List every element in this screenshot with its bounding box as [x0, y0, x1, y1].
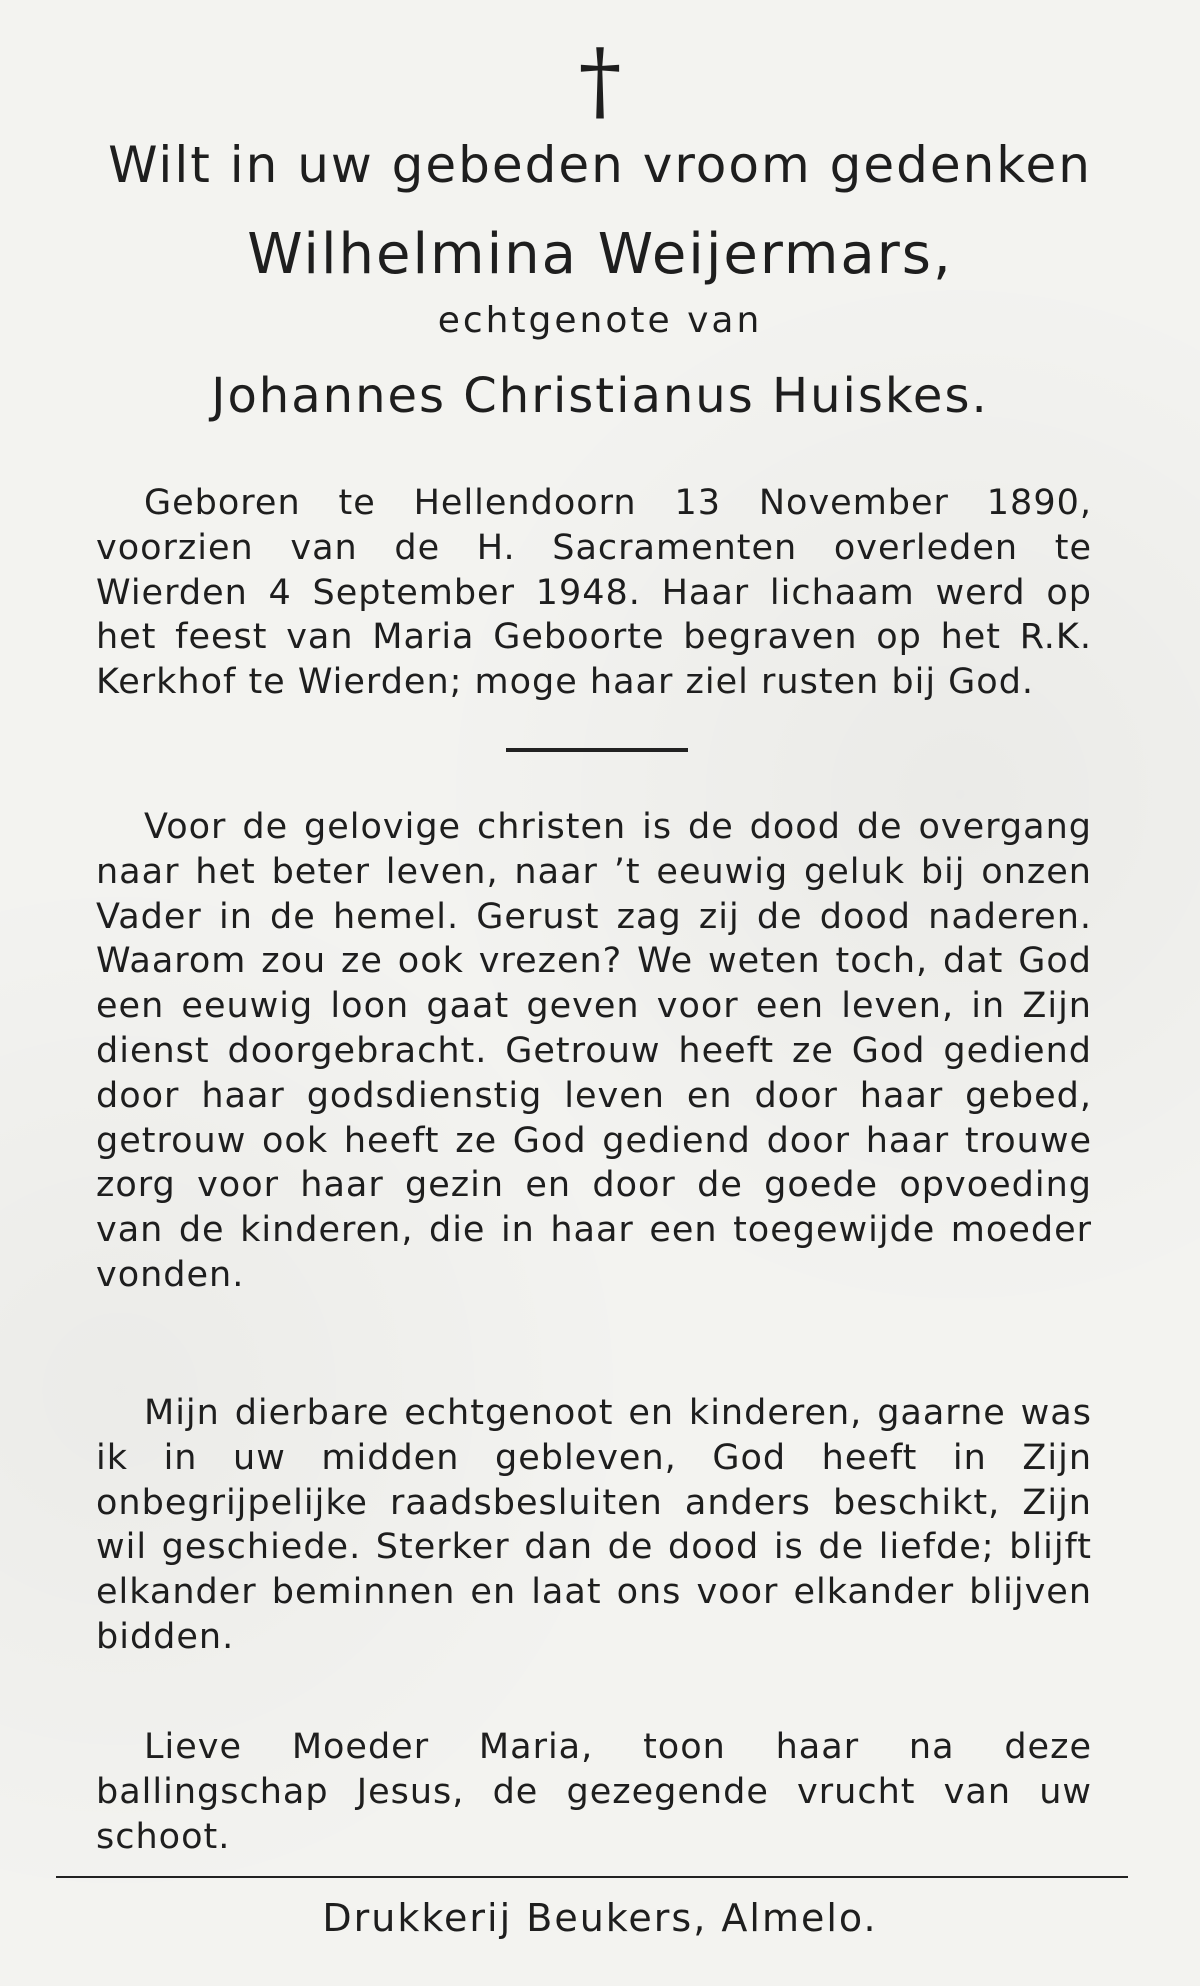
- printer-credit: Drukkerij Beukers, Almelo.: [322, 1896, 878, 1940]
- section-divider: [506, 748, 688, 752]
- farewell-message-paragraph: Mijn dierbare echtgenoot en kinderen, gaarne was ik in uw midden gebleven, God heeft in Zijn onbegrijpelijke raadsbesluiten anders beschikt, Zijn wil geschiede. Sterker dan de dood is de liefde; blijft elkander beminnen en laat ons voor elkander blijven bidden.: [96, 1393, 1092, 1657]
- relation-text: echtgenote van: [437, 300, 763, 341]
- prayer-paragraph: Lieve Moeder Maria, toon haar na deze ballingschap Jesus, de gezegende vrucht van uw schoot.: [96, 1727, 1092, 1857]
- cross-icon: †: [578, 31, 622, 131]
- spouse-name: Johannes Christianus Huiskes.: [211, 368, 989, 424]
- biography-paragraph: Geboren te Hellendoorn 13 November 1890, voorzien van de H. Sacramenten overleden te Wierden 4 September 1948. Haar lichaam werd op het feest van Maria Geboorte begraven op het R.K. Kerkhof te Wierden; moge haar ziel rusten bij God.: [96, 483, 1092, 703]
- footer-divider: [56, 1876, 1128, 1878]
- memorial-invocation: Wilt in uw gebeden vroom gedenken: [108, 136, 1092, 194]
- deceased-name: Wilhelmina Weijermars,: [247, 222, 953, 287]
- faith-reflection-paragraph: Voor de gelovige christen is de dood de overgang naar het beter leven, naar ’t eeuwig geluk bij onzen Vader in de hemel. Gerust zag zij de dood naderen. Waarom zou ze ook vrezen? We weten toch, dat God een eeuwig loon gaat geven voor een leven, in Zijn dienst doorgebracht. Getrouw heeft ze God gediend door haar godsdienstig leven en door haar gebed, getrouw ook heeft ze God gediend door haar trouwe zorg voor haar gezin en door de goede opvoeding van de kinderen, die in haar een toegewijde moeder vonden.: [96, 807, 1092, 1295]
